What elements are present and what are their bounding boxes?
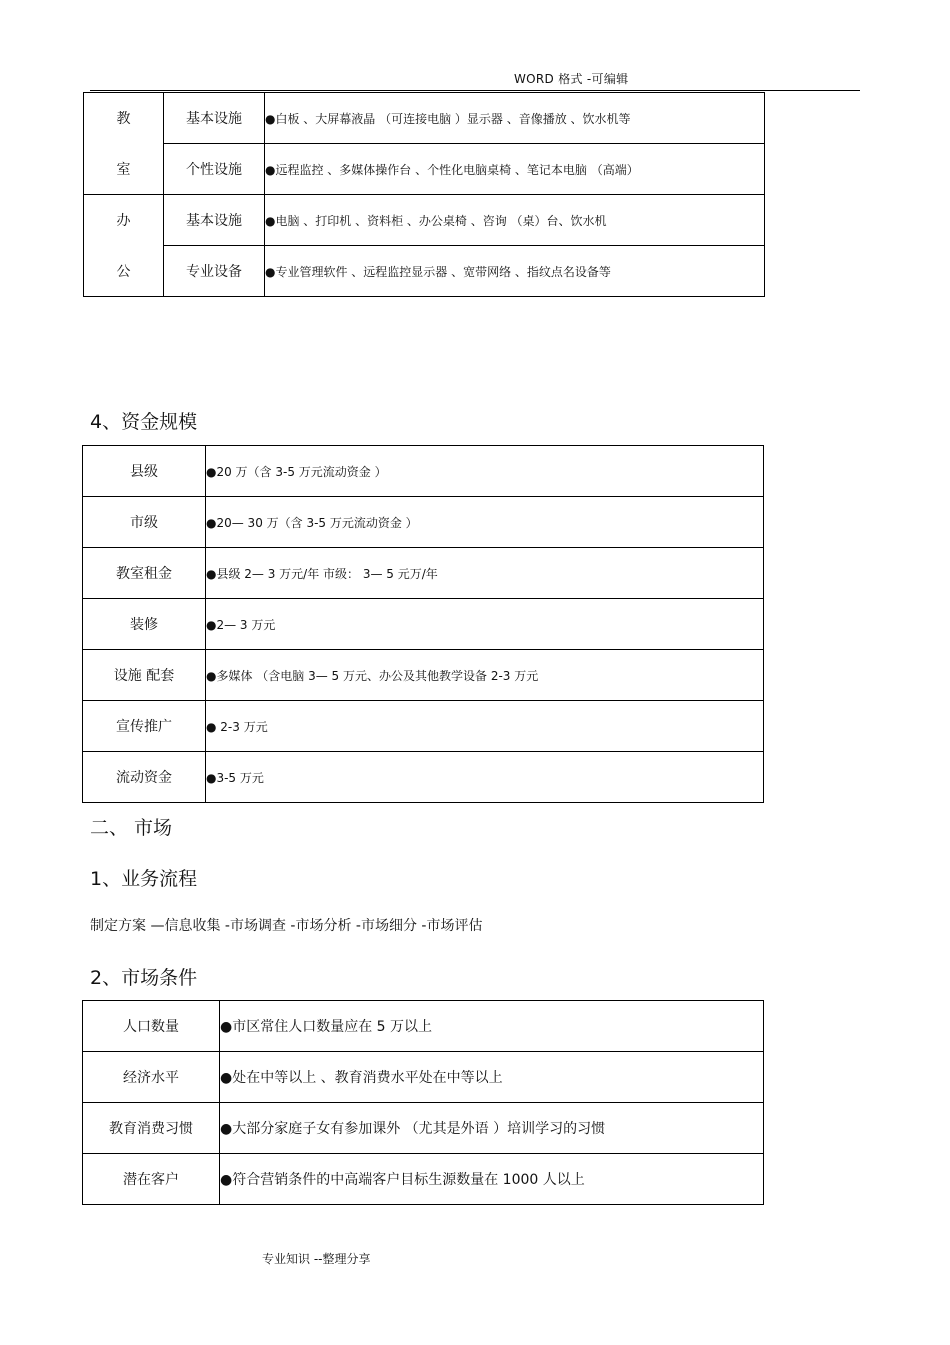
row-content: ●白板 、大屏幕液晶 （可连接电脑 ）显示器 、音像播放 、饮水机等 bbox=[265, 93, 765, 144]
row-content: ● 2-3 万元 bbox=[206, 701, 764, 752]
table-row bbox=[83, 1154, 764, 1205]
table-row bbox=[83, 599, 764, 650]
row-label: 人口数量 bbox=[83, 1001, 220, 1052]
row-label: 教室租金 bbox=[83, 548, 206, 599]
table-row bbox=[83, 1001, 764, 1052]
row-content: ●3-5 万元 bbox=[206, 752, 764, 803]
page-footer: 专业知识 --整理分享 bbox=[262, 1252, 371, 1266]
row-label: 宣传推广 bbox=[83, 701, 206, 752]
row-label: 专业设备 bbox=[164, 246, 265, 297]
group-name-char: 公 bbox=[84, 246, 164, 297]
row-label: 基本设施 bbox=[164, 195, 265, 246]
table-row bbox=[83, 1052, 764, 1103]
table-row bbox=[83, 752, 764, 803]
row-label: 县级 bbox=[83, 446, 206, 497]
conditions-table bbox=[82, 1000, 764, 1205]
table-row bbox=[83, 446, 764, 497]
row-content: ●2— 3 万元 bbox=[206, 599, 764, 650]
table-row bbox=[83, 701, 764, 752]
row-label: 市级 bbox=[83, 497, 206, 548]
capital-heading: 4、资金规模 bbox=[90, 411, 198, 433]
row-content: ●县级 2— 3 万元/年 市级： 3— 5 元万/年 bbox=[206, 548, 764, 599]
row-content: ●处在中等以上 、教育消费水平处在中等以上 bbox=[220, 1052, 764, 1103]
process-flow: 制定方案 —信息收集 -市场调查 -市场分析 -市场细分 -市场评估 bbox=[90, 918, 483, 934]
row-label: 个性设施 bbox=[164, 144, 265, 195]
row-content: ●符合营销条件的中高端客户目标生源数量在 1000 人以上 bbox=[220, 1154, 764, 1205]
row-content: ●20— 30 万（含 3-5 万元流动资金 ） bbox=[206, 497, 764, 548]
facilities-table bbox=[83, 92, 765, 297]
row-label: 教育消费习惯 bbox=[83, 1103, 220, 1154]
row-content: ●专业管理软件 、远程监控显示器 、宽带网络 、指纹点名设备等 bbox=[265, 246, 765, 297]
row-content: ●远程监控 、多媒体操作台 、个性化电脑桌椅 、笔记本电脑 （高端） bbox=[265, 144, 765, 195]
group-name-char: 室 bbox=[84, 144, 164, 195]
row-label: 设施 配套 bbox=[83, 650, 206, 701]
row-label: 经济水平 bbox=[83, 1052, 220, 1103]
row-label: 基本设施 bbox=[164, 93, 265, 144]
group-name-char: 教 bbox=[84, 93, 164, 144]
header-rule bbox=[90, 90, 860, 91]
row-content: ●大部分家庭子女有参加课外 （尤其是外语 ）培训学习的习惯 bbox=[220, 1103, 764, 1154]
capital-table bbox=[82, 445, 764, 803]
row-content: ●电脑 、打印机 、资料柜 、办公桌椅 、咨询 （桌）台、饮水机 bbox=[265, 195, 765, 246]
row-content: ●市区常住人口数量应在 5 万以上 bbox=[220, 1001, 764, 1052]
page-header: WORD 格式 -可编辑 bbox=[514, 72, 629, 86]
process-heading: 1、业务流程 bbox=[90, 868, 198, 890]
group-name-char: 办 bbox=[84, 195, 164, 246]
conditions-heading: 2、市场条件 bbox=[90, 967, 198, 989]
row-content: ●多媒体 （含电脑 3— 5 万元、办公及其他教学设备 2-3 万元 bbox=[206, 650, 764, 701]
row-label: 流动资金 bbox=[83, 752, 206, 803]
row-label: 潜在客户 bbox=[83, 1154, 220, 1205]
table-row bbox=[83, 650, 764, 701]
row-content: ●20 万（含 3-5 万元流动资金 ） bbox=[206, 446, 764, 497]
market-heading: 二、 市场 bbox=[90, 817, 173, 839]
table-row bbox=[83, 1103, 764, 1154]
table-row bbox=[83, 497, 764, 548]
table-row bbox=[83, 548, 764, 599]
row-label: 装修 bbox=[83, 599, 206, 650]
